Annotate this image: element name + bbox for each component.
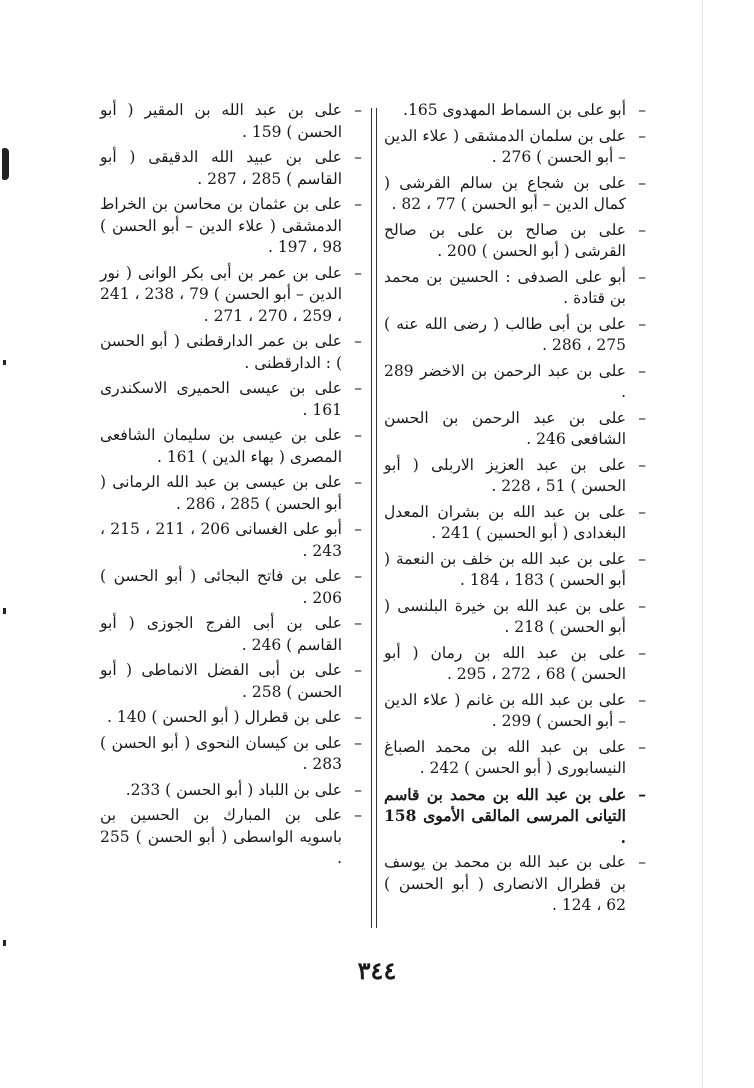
index-entry: – أبو على بن السماط المهدوى 165.: [384, 100, 646, 122]
index-entry: – على بن أبى طالب ( رضى الله عنه ) 275 ، 286 .: [384, 314, 646, 357]
index-entry-bold: – على بن عبد الله بن محمد بن قاسم التيانى المرسى المالقى الأموى 158 .: [384, 784, 646, 849]
index-entry: – على بن عمر بن أبى بكر الوانى ( نور الدين – أبو الحسن ) 79 ، 238 ، 241 ، 259 ، 270 ، 271 .: [100, 263, 362, 328]
page-number: ٣٤٤: [357, 956, 397, 985]
index-column-left: [100, 100, 362, 874]
index-entry: – على بن عبد الله بن غانم ( علاء الدين – أبو الحسن ) 299 .: [384, 690, 646, 733]
index-entry: – على بن عثمان بن محاسن بن الخراط الدمشقى ( علاء الدين – أبو الحسن ) 98 ، 197 .: [100, 194, 362, 259]
index-entry: – على بن عبد الرحمن بن الاخضر 289 .: [384, 361, 646, 404]
index-entry: – على بن عبد الرحمن بن الحسن الشافعى 246 .: [384, 408, 646, 451]
index-entry: – على بن عيسى بن سليمان الشافعى المصرى ( بهاء الدين ) 161 .: [100, 425, 362, 468]
index-entry: – على بن عبد الله بن المقير ( أبو الحسن ) 159 .: [100, 100, 362, 143]
index-entry: – على بن عبد الله بن خلف بن النعمة ( أبو الحسن ) 183 ، 184 .: [384, 549, 646, 592]
scan-edge-mark: [2, 148, 9, 180]
index-entry: – على بن عبد العزيز الاربلى ( أبو الحسن ) 51 ، 228 .: [384, 455, 646, 498]
scan-edge-dot: [3, 360, 6, 365]
index-entry: – على بن صالح بن على بن صالح القرشى ( أبو الحسن ) 200 .: [384, 220, 646, 263]
index-entry: – أبو على الصدفى : الحسين بن محمد بن قتادة .: [384, 267, 646, 310]
index-entry: – على بن عيسى الحميرى الاسكندرى 161 .: [100, 378, 362, 421]
index-entry: – على بن عبد الله بن خيرة البلنسى ( أبو الحسن ) 218 .: [384, 596, 646, 639]
index-column-right: [384, 100, 646, 921]
index-entry: – على بن عبد الله بن محمد الصباغ النيسابورى ( أبو الحسن ) 242 .: [384, 737, 646, 780]
index-entry: – على بن كيسان النحوى ( أبو الحسن ) 283 .: [100, 733, 362, 776]
index-entry: – على بن عمر الدارقطنى ( أبو الحسن ) : الدارقطنى .: [100, 331, 362, 374]
index-entry: – على بن عبد الله بن محمد بن يوسف بن قطرال الانصارى ( أبو الحسن ) 62 ، 124 .: [384, 852, 646, 917]
index-entry: – على بن أبى الفضل الانماطى ( أبو الحسن ) 258 .: [100, 660, 362, 703]
index-entry: – على بن أبى الفرج الجوزى ( أبو القاسم ) 246 .: [100, 613, 362, 656]
index-entry: – على بن عيسى بن عبد الله الرمانى ( أبو الحسن ) 285 ، 286 .: [100, 472, 362, 515]
index-entry: – على بن عبد الله بن رمان ( أبو الحسن ) 68 ، 272 ، 295 .: [384, 643, 646, 686]
page-edge-shadow: [702, 0, 703, 1088]
index-entry: – على بن عبيد الله الدقيقى ( أبو القاسم ) 285 ، 287 .: [100, 147, 362, 190]
scan-edge-dot: [3, 940, 6, 946]
index-entry: – أبو على الغسانى 206 ، 211 ، 215 ، 243 .: [100, 519, 362, 562]
index-entry: – على بن شجاع بن سالم القرشى ( كمال الدين – أبو الحسن ) 77 ، 82 .: [384, 173, 646, 216]
index-entry: – على بن فاتح البجائى ( أبو الحسن ) 206 .: [100, 566, 362, 609]
index-entry: – على بن عبد الله بن بشران المعدل البغدادى ( أبو الحسين ) 241 .: [384, 502, 646, 545]
index-entry: – على بن قطرال ( أبو الحسن ) 140 .: [100, 707, 362, 729]
scan-edge-dot: [3, 608, 6, 614]
index-entry: – على بن سلمان الدمشقى ( علاء الدين – أبو الحسن ) 276 .: [384, 126, 646, 169]
column-divider: [371, 108, 372, 928]
column-divider: [376, 108, 377, 928]
index-entry: – على بن اللباد ( أبو الحسن ) 233.: [100, 780, 362, 802]
index-entry: – على بن المبارك بن الحسين بن باسويه الواسطى ( أبو الحسن ) 255 .: [100, 805, 362, 870]
